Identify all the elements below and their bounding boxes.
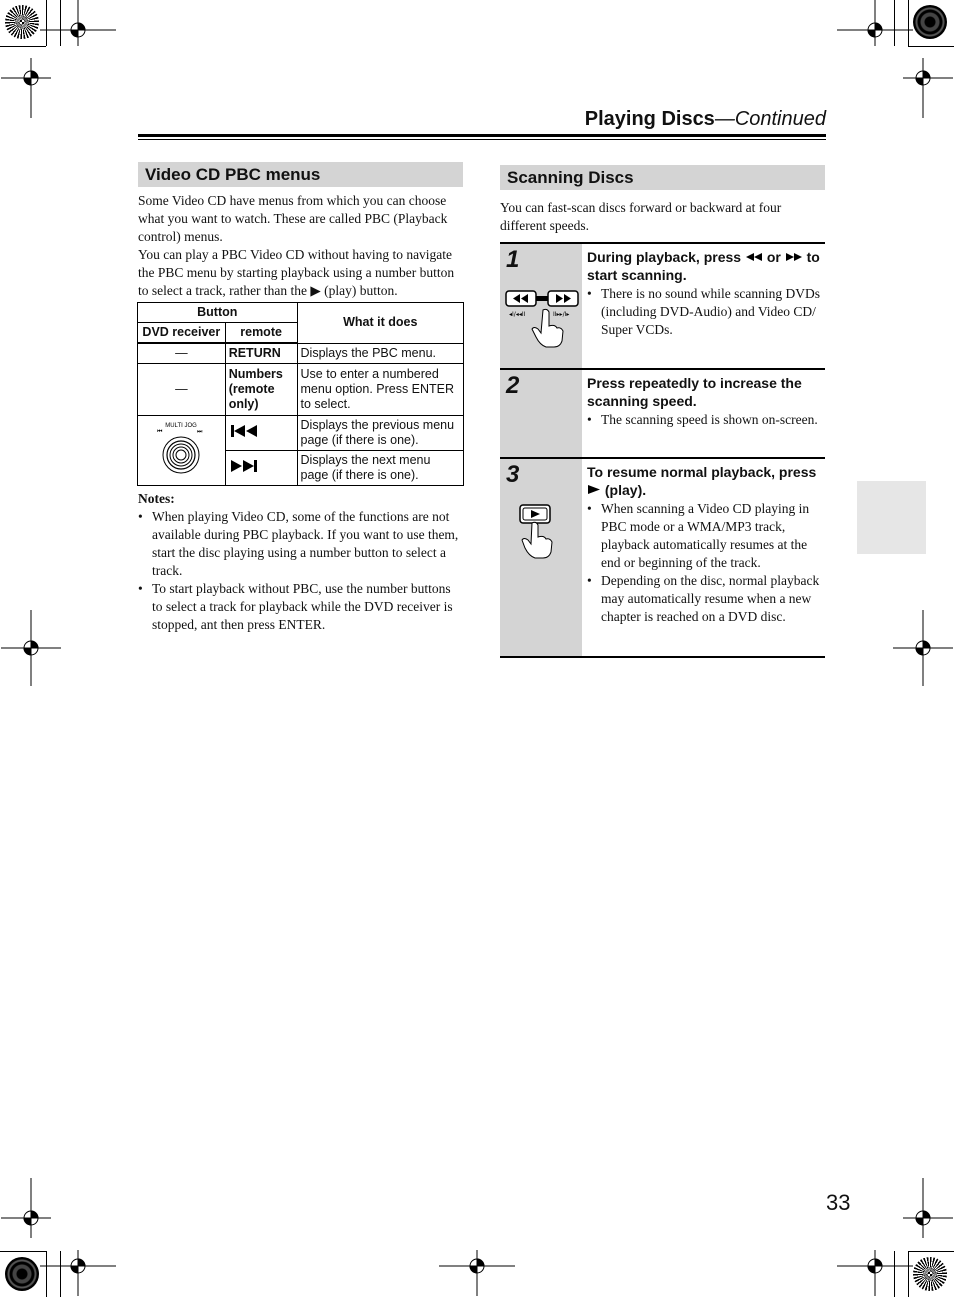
step-bullets xyxy=(587,500,823,626)
step-title xyxy=(587,463,823,499)
svg-text:◂I/◂◂II: ◂I/◂◂II xyxy=(509,311,526,318)
step-title-text: to start scanning. xyxy=(587,249,820,283)
multi-jog-label: MULTI JOG xyxy=(165,422,198,429)
notes-list xyxy=(138,508,464,634)
play-button-hand-icon xyxy=(514,501,570,561)
scan-buttons-hand-icon xyxy=(503,288,581,348)
step-number: 2 xyxy=(506,372,520,399)
header-button: Button xyxy=(138,303,298,323)
cell-what: Use to enter a numbered menu option. Press ENTER to select. xyxy=(297,364,463,416)
step-number: 1 xyxy=(506,246,520,273)
paragraph: Some Video CD have menus from which you can choose what you want to watch. These are called PBC (Playback control) menus. xyxy=(138,193,448,244)
step-number-column xyxy=(500,459,582,656)
svg-text:II▸▸/I▸: II▸▸/I▸ xyxy=(553,311,570,318)
step-number: 3 xyxy=(506,461,520,488)
play-icon xyxy=(587,484,601,495)
header-continued: —Continued xyxy=(714,108,826,130)
multi-jog-dial-icon xyxy=(151,419,211,479)
header-remote: remote xyxy=(225,323,297,344)
cell-remote: Numbers (remote only) xyxy=(225,364,297,416)
fast-reverse-icon xyxy=(745,252,763,262)
step-body xyxy=(587,463,823,626)
page-number: 33 xyxy=(826,1190,851,1215)
section-heading-scanning: Scanning Discs xyxy=(500,165,825,190)
table-row xyxy=(138,364,464,416)
cell-what: Displays the previous menu page (if there is one). xyxy=(297,416,463,451)
svg-text:⏭: ⏭ xyxy=(197,427,203,435)
notes-title: Notes: xyxy=(138,491,175,506)
header-rule-thin xyxy=(138,139,826,140)
step-number-column xyxy=(500,370,582,458)
cell-dvd: — xyxy=(138,343,226,364)
header-what-it-does: What it does xyxy=(297,303,463,344)
fast-forward-icon xyxy=(785,252,803,262)
step-title-text: (play). xyxy=(604,482,647,498)
step-3 xyxy=(500,457,825,658)
step-body xyxy=(587,248,823,339)
list-item: • The scanning speed is shown on-screen. xyxy=(587,411,823,429)
pbc-button-table xyxy=(137,302,464,486)
cell-remote-previous xyxy=(225,416,297,451)
list-item: • When playing Video CD, some of the functions are not available during PBC playback. If you want to use them, start the disc playing using a number button to select a track. xyxy=(138,508,464,580)
intro-text xyxy=(138,192,464,300)
section-heading-video-cd: Video CD PBC menus xyxy=(138,162,463,187)
scanning-intro: You can fast-scan discs forward or backward at four different speeds. xyxy=(500,200,782,233)
list-item: • When scanning a Video CD playing in PBC mode or a WMA/MP3 track, playback automatically resumes at the end or beginning of the track. xyxy=(587,500,823,572)
step-2 xyxy=(500,368,825,458)
next-icon xyxy=(229,459,259,473)
list-item: • Depending on the disc, normal playback may automatically resume when a new chapter is reached on a DVD disc. xyxy=(587,572,823,626)
step-title xyxy=(587,248,823,284)
table-row xyxy=(138,343,464,364)
cell-remote-next xyxy=(225,451,297,486)
step-body xyxy=(587,374,823,429)
previous-icon xyxy=(229,424,259,438)
cell-dvd-multijog xyxy=(138,416,226,486)
cell-dvd: — xyxy=(138,364,226,416)
cell-what: Displays the PBC menu. xyxy=(297,343,463,364)
cell-remote: RETURN xyxy=(225,343,297,364)
svg-text:⏮: ⏮ xyxy=(157,427,163,435)
list-item: • There is no sound while scanning DVDs (including DVD-Audio) and Video CD/ Super VCDs. xyxy=(587,285,823,339)
step-number-column xyxy=(500,244,582,369)
step-title-text: To resume normal playback, press xyxy=(587,464,817,480)
paragraph: You can play a PBC Video CD without having to navigate the PBC menu by starting playback using a number button to select a track, rather than the ▶ (play) button. xyxy=(138,247,455,298)
page-header xyxy=(585,108,826,131)
header-dvd-receiver: DVD receiver xyxy=(138,323,226,344)
step-bullets xyxy=(587,411,823,429)
table-row xyxy=(138,416,464,451)
side-thumb-tab xyxy=(857,481,926,554)
cell-what: Displays the next menu page (if there is one). xyxy=(297,451,463,486)
step-1 xyxy=(500,242,825,369)
header-rule xyxy=(138,134,826,137)
step-title-text: or xyxy=(766,249,781,265)
step-bullets xyxy=(587,285,823,339)
header-title: Playing Discs xyxy=(584,108,715,130)
step-title: Press repeatedly to increase the scanning speed. xyxy=(587,375,802,409)
step-title-text: During playback, press xyxy=(587,249,742,265)
list-item: • To start playback without PBC, use the number buttons to select a track for playback while the DVD receiver is stopped, ant then press ENTER. xyxy=(138,580,464,634)
